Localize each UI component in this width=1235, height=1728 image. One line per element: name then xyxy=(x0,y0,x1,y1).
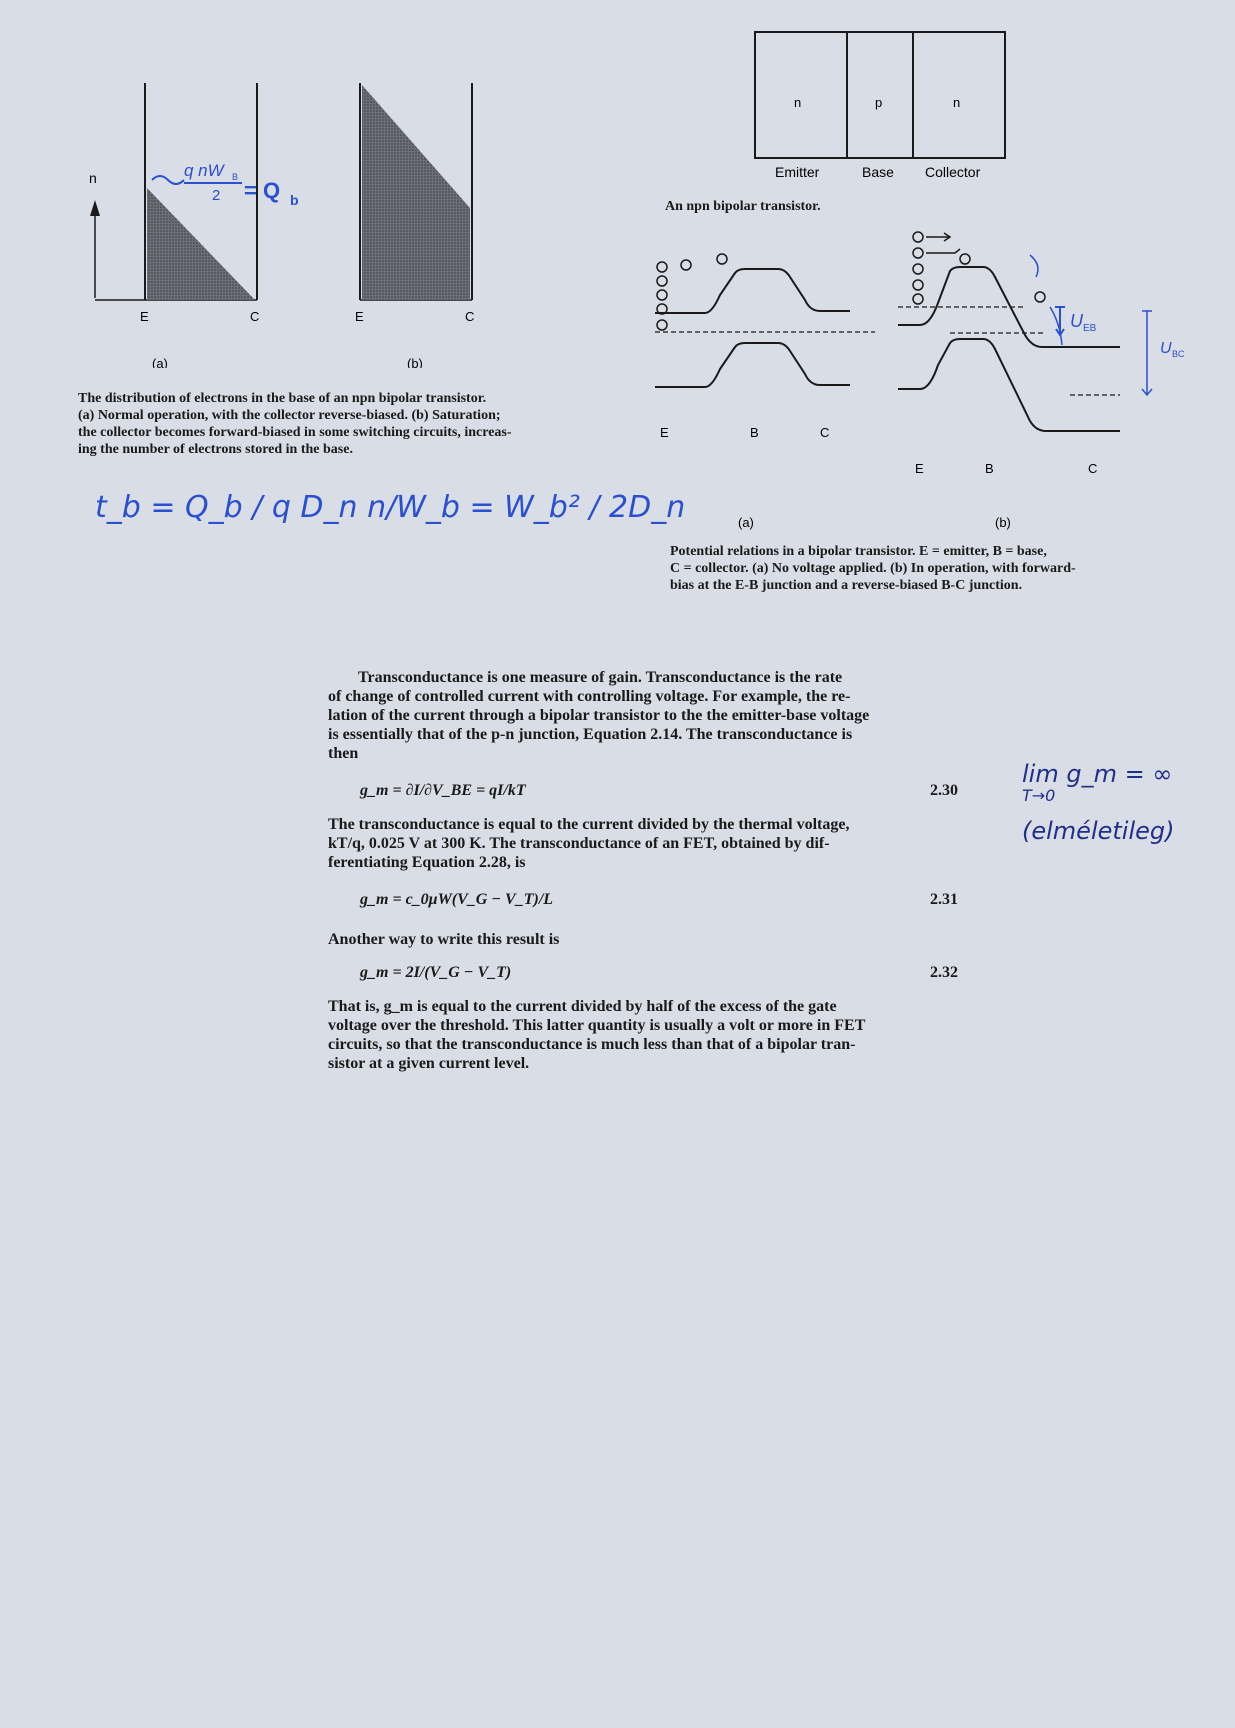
panel-b-label-b: B xyxy=(985,461,994,476)
text-line: Transconductance is one measure of gain. Transconductance is the rate xyxy=(358,669,843,686)
annotation-sub: B xyxy=(232,172,239,182)
panel-b-tag: (b) xyxy=(995,515,1011,530)
annotation-denominator: 2 xyxy=(212,187,221,204)
equation-text: g_m = 2I/(V_G − V_T) xyxy=(360,964,512,981)
text-line: sistor at a given current level. xyxy=(328,1055,530,1072)
n-axis-label: n xyxy=(89,170,97,186)
annotation-q-sub: b xyxy=(290,192,299,208)
panel-b-electron-arrow xyxy=(926,233,950,241)
panel-b-right-label: C xyxy=(465,309,475,324)
caption-line: C = collector. (a) No voltage applied. (b) In operation, with forward- xyxy=(670,561,1076,576)
panel-a-upper-band xyxy=(655,269,850,313)
handwritten-formula: t_b = Q_b / q D_n n/W_b = W_b² / 2D_n xyxy=(95,490,686,525)
panel-a-label-b: B xyxy=(750,425,759,440)
paragraph-3: Another way to write this result is xyxy=(328,931,560,948)
handwritten-limit-top: lim g_m = ∞ xyxy=(1022,760,1173,788)
panel-a-tag: (a) xyxy=(738,515,754,530)
panel-a-label-c: C xyxy=(820,425,830,440)
panel-a-label-e: E xyxy=(660,425,669,440)
region-n-emitter: n xyxy=(794,95,802,110)
electron-distribution-diagram xyxy=(52,68,627,368)
label-base: Base xyxy=(862,164,894,180)
handwritten-limit xyxy=(1022,760,1174,845)
caption-line: bias at the E-B junction and a reverse-biased B-C junction. xyxy=(670,578,1023,593)
label-emitter: Emitter xyxy=(775,164,820,180)
panel-b-left-label: E xyxy=(355,309,364,324)
text-line: lation of the current through a bipolar transistor to the the emitter-base voltage xyxy=(328,707,870,724)
ubc-label-sub: BC xyxy=(1172,349,1185,359)
text-line: circuits, so that the transconductance is much less than that of a bipolar tran- xyxy=(328,1036,856,1053)
equation-2-30 xyxy=(328,769,978,811)
handwritten-limit-bottom: T→0 xyxy=(1022,786,1056,805)
text-line: ferentiating Equation 2.28, is xyxy=(328,854,526,871)
panel-b-lower-band xyxy=(898,339,1120,431)
panel-b-tag: (b) xyxy=(407,356,423,368)
caption-line: The distribution of electrons in the base of an npn bipolar transistor. xyxy=(78,391,487,406)
text-line: is essentially that of the p-n junction, Equation 2.14. The transconductance is xyxy=(328,726,853,743)
potential-relations-figure xyxy=(650,225,1210,605)
potential-caption xyxy=(670,543,1210,594)
text-line: That is, g_m is equal to the current divided by half of the excess of the gate xyxy=(328,998,837,1015)
electron-distribution-caption xyxy=(78,390,638,458)
npn-transistor-figure xyxy=(660,20,1020,220)
panel-a-right-label: C xyxy=(250,309,260,324)
electron-distribution-figure xyxy=(52,68,627,488)
caption-line: ing the number of electrons stored in the base. xyxy=(78,442,353,457)
equation-number: 2.31 xyxy=(930,891,958,908)
panel-b-label-e: E xyxy=(915,461,924,476)
equation-2-32 xyxy=(328,949,978,993)
hand-arrow xyxy=(1030,255,1038,277)
ubc-arrow xyxy=(1142,311,1152,395)
ueb-label-sub: EB xyxy=(1083,323,1097,334)
ubc-label: U xyxy=(1160,340,1172,357)
annotation-numerator: q nW xyxy=(184,161,224,180)
label-collector: Collector xyxy=(925,164,981,180)
ueb-label: U xyxy=(1070,311,1083,331)
equation-number: 2.32 xyxy=(930,964,958,981)
paragraph-2 xyxy=(328,815,978,872)
text-line: then xyxy=(328,745,359,762)
panel-a-electron-region xyxy=(147,188,255,300)
annotation-equals: = Q xyxy=(244,178,281,203)
text-line: of change of controlled current with controlling voltage. For example, the re- xyxy=(328,688,851,705)
panel-a-tag: (a) xyxy=(152,356,168,368)
annotation-tilde xyxy=(152,176,184,184)
potential-band-diagram xyxy=(650,225,1210,535)
panel-b-electron-region xyxy=(362,85,470,300)
npn-block-diagram xyxy=(660,20,1020,190)
equation-number: 2.30 xyxy=(930,782,958,799)
panel-b-label-c: C xyxy=(1088,461,1098,476)
panel-a-lower-band xyxy=(655,343,850,387)
paragraph-1 xyxy=(328,668,978,763)
caption-line: (a) Normal operation, with the collector reverse-biased. (b) Saturation; xyxy=(78,408,501,423)
caption-line: the collector becomes forward-biased in some switching circuits, increas- xyxy=(78,425,512,440)
body-text-block xyxy=(328,668,978,1073)
equation-2-31 xyxy=(328,876,978,922)
equation-text: g_m = ∂I/∂V_BE = qI/kT xyxy=(360,782,526,799)
n-axis-arrow xyxy=(90,200,100,216)
caption-line: Potential relations in a bipolar transistor. E = emitter, B = base, xyxy=(670,544,1047,559)
text-line: kT/q, 0.025 V at 300 K. The transconductance of an FET, obtained by dif- xyxy=(328,835,830,852)
panel-a-left-label: E xyxy=(140,309,149,324)
text-line: The transconductance is equal to the current divided by the thermal voltage, xyxy=(328,816,850,833)
region-n-collector: n xyxy=(953,95,961,110)
text-line: voltage over the threshold. This latter quantity is usually a volt or more in FET xyxy=(328,1017,866,1034)
paragraph-4 xyxy=(328,997,978,1073)
region-p-base: p xyxy=(875,95,883,110)
handwritten-note: (elméletileg) xyxy=(1022,817,1175,845)
panel-b-electron-arrow xyxy=(926,249,960,253)
panel-a-electrons xyxy=(657,254,727,330)
npn-caption: An npn bipolar transistor. xyxy=(665,199,821,214)
equation-text: g_m = c_0μW(V_G − V_T)/L xyxy=(360,891,554,908)
